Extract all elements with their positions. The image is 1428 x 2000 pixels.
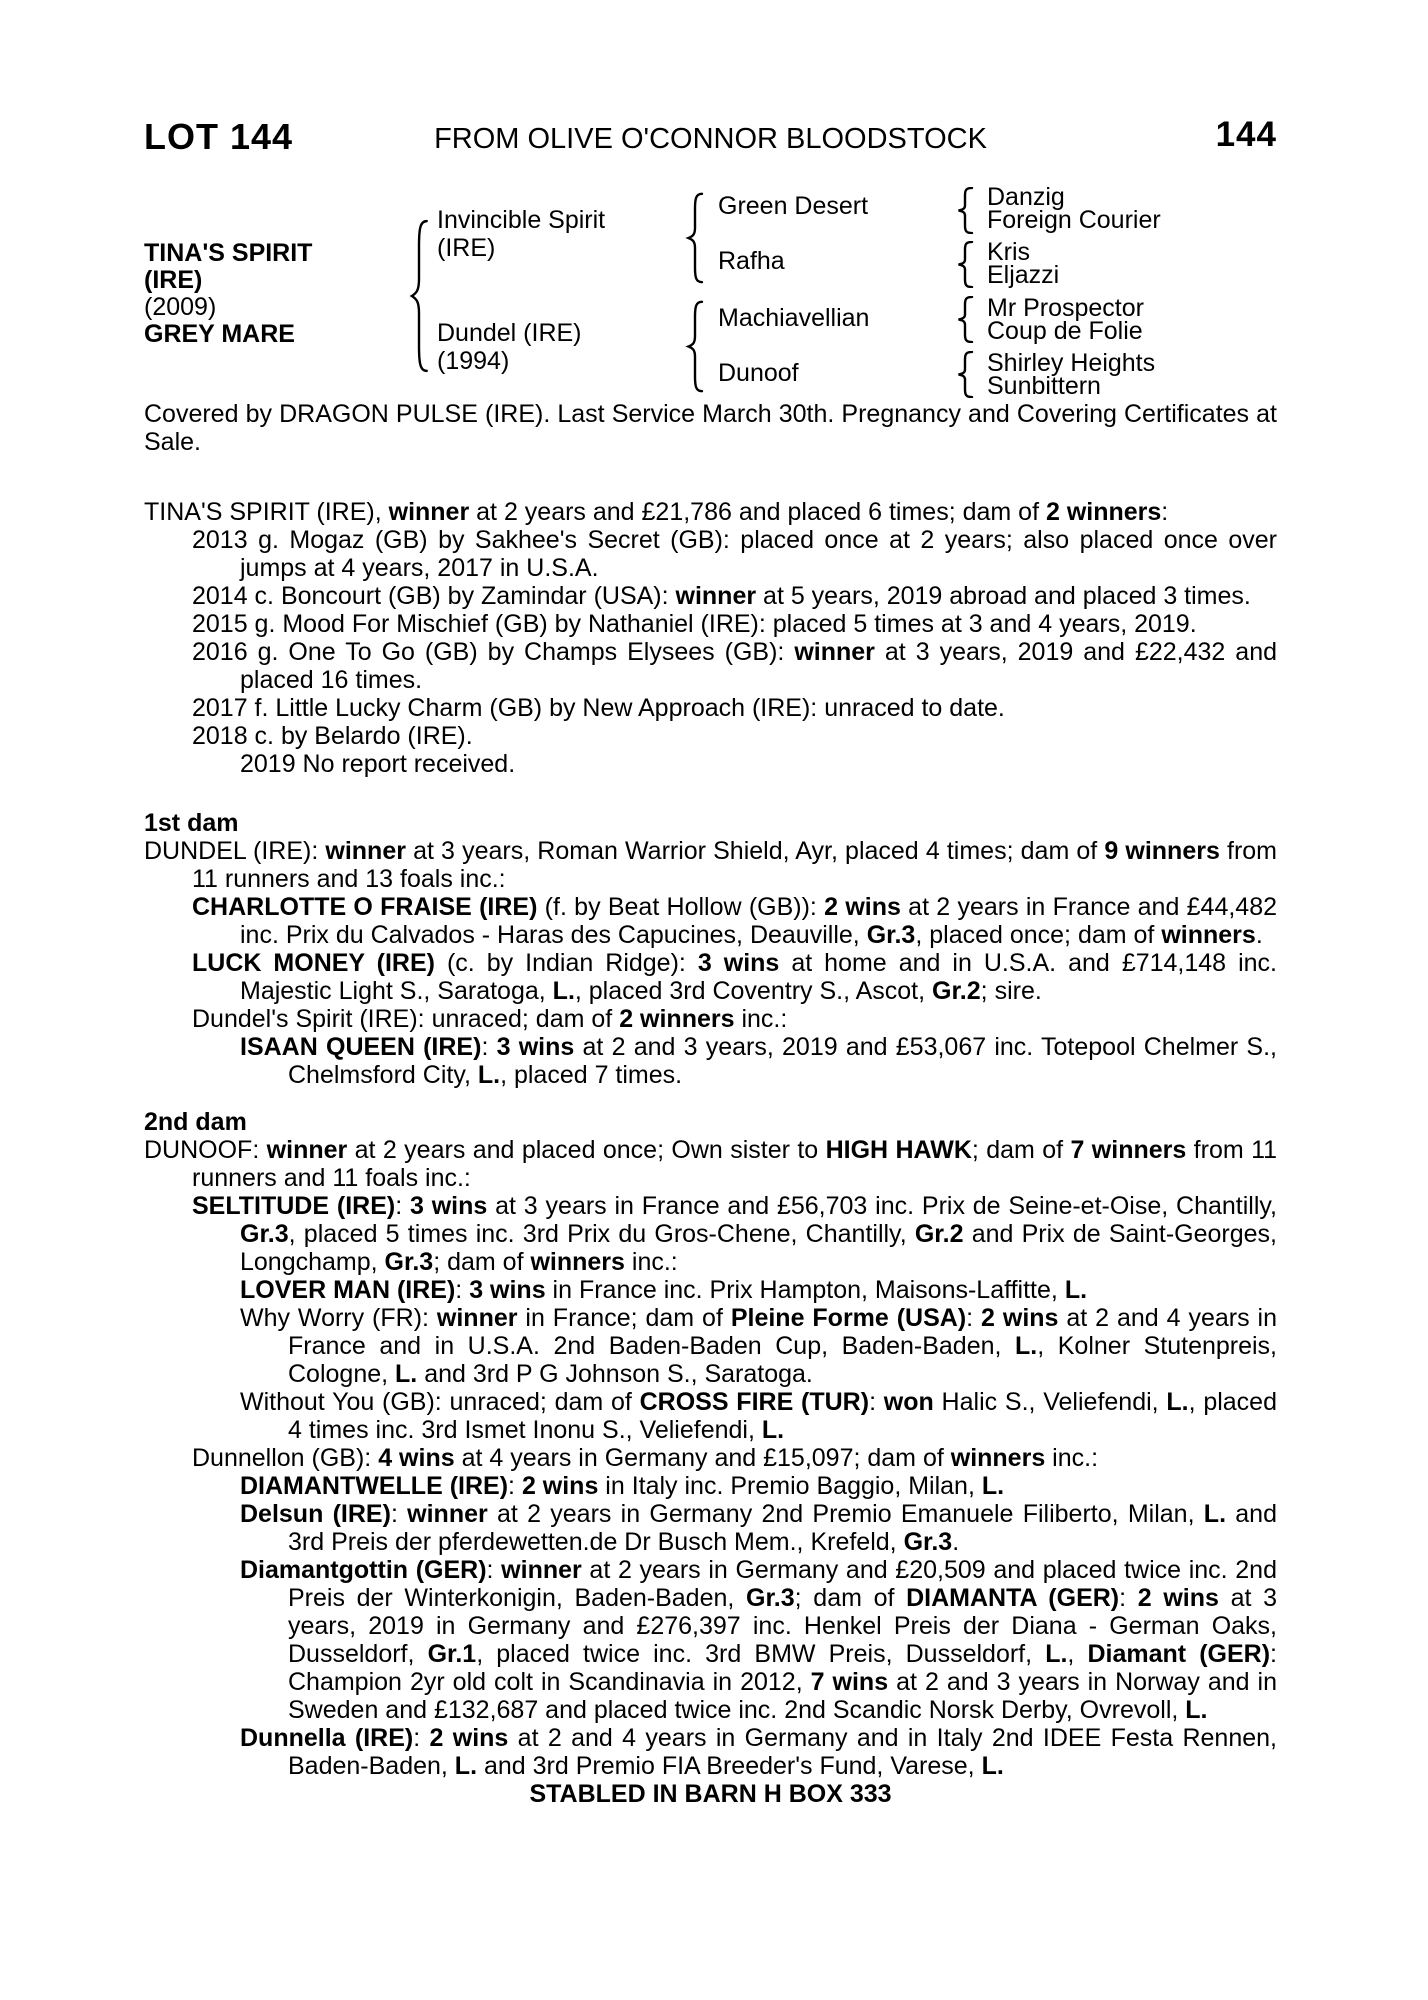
text-paragraph: 2013 g. Mogaz (GB) by Sakhee's Secret (GB): placed once at 2 years; also placed once over jumps at 4 years, 2017 in U.S.A. — [192, 526, 1277, 582]
text-paragraph: STABLED IN BARN H BOX 333 — [529, 1780, 892, 1808]
subject-description: GREY MARE — [144, 320, 295, 348]
section-produce — [144, 498, 1277, 778]
pedigree-brace-gg1 — [955, 187, 975, 234]
text-paragraph: 2019 No report received. — [240, 750, 516, 778]
text-paragraph: 2018 c. by Belardo (IRE). — [192, 722, 473, 750]
subject-suffix: (IRE) — [144, 266, 203, 294]
pedigree-brace-main — [408, 218, 430, 374]
section-covering — [144, 400, 1277, 456]
great-grandparent-6: Coup de Folie — [987, 317, 1143, 345]
text-paragraph: Dunnellon (GB): 4 wins at 4 years in Germany and £15,097; dam of winners inc.: — [192, 1444, 1099, 1472]
text-paragraph: ISAAN QUEEN (IRE): 3 wins at 2 and 3 years, 2019 and £53,067 inc. Totepool Chelmer S., Chelmsford City, L., placed 7 times. — [240, 1033, 1277, 1089]
text-paragraph: LOVER MAN (IRE): 3 wins in France inc. Prix Hampton, Maisons-Laffitte, L. — [240, 1276, 1088, 1304]
text-paragraph: 2014 c. Boncourt (GB) by Zamindar (USA): winner at 5 years, 2019 abroad and placed 3 times. — [192, 582, 1251, 610]
sire-suffix: (IRE) — [437, 234, 496, 262]
dam-year: (1994) — [437, 347, 510, 375]
great-grandparent-4: Eljazzi — [987, 261, 1060, 289]
text-paragraph: TINA'S SPIRIT (IRE), winner at 2 years and £21,786 and placed 6 times; dam of 2 winners: — [144, 498, 1169, 526]
great-grandparent-8: Sunbittern — [987, 372, 1101, 400]
text-paragraph: DUNOOF: winner at 2 years and placed once; Own sister to HIGH HAWK; dam of 7 winners from 11 runners and 11 foals inc.: — [144, 1136, 1278, 1192]
text-paragraph: DIAMANTWELLE (IRE): 2 wins in Italy inc. Premio Baggio, Milan, L. — [240, 1472, 1005, 1500]
text-paragraph: Why Worry (FR): winner in France; dam of Pleine Forme (USA): 2 wins at 2 and 4 years in France and in U.S.A. 2nd Baden-Baden Cup, Baden-Baden, L., Kolner Stutenpreis, Cologne, L. and 3rd P G Johnson S., Saratoga. — [240, 1304, 1278, 1388]
great-grandparent-2: Foreign Courier — [987, 206, 1161, 234]
page-number: 144 — [1215, 115, 1277, 154]
granddam-paternal: Rafha — [718, 247, 785, 275]
great-grandparent-3: Kris — [987, 238, 1031, 266]
pedigree-brace-gg2 — [955, 241, 975, 288]
sire-name: Invincible Spirit — [437, 206, 606, 234]
consignor-line: FROM OLIVE O'CONNOR BLOODSTOCK — [434, 123, 987, 155]
great-grandparent-5: Mr Prospector — [987, 294, 1144, 322]
section-heading: 1st dam — [144, 809, 239, 837]
granddam-maternal: Dunoof — [718, 359, 799, 387]
section-dam1 — [144, 809, 1277, 1089]
text-paragraph: DUNDEL (IRE): winner at 3 years, Roman Warrior Shield, Ayr, placed 4 times; dam of 9 winners from 11 runners and 13 foals inc.: — [144, 837, 1277, 893]
great-grandparent-1: Danzig — [987, 183, 1065, 211]
text-paragraph: Dundel's Spirit (IRE): unraced; dam of 2 winners inc.: — [192, 1005, 788, 1033]
grandsire-maternal: Machiavellian — [718, 304, 870, 332]
pedigree-brace-gg3 — [955, 296, 975, 343]
text-paragraph: Diamantgottin (GER): winner at 2 years in Germany and £20,509 and placed twice inc. 2nd Preis der Winterkonigin, Baden-Baden, Gr.3; dam of DIAMANTA (GER): 2 wins at 3 years, 2019 in Germany and £276,397 inc. Henkel Preis der Diana - German Oaks, Dusseldorf, Gr.1, placed twice inc. 3rd BMW Preis, Dusseldorf, L., Diamant (GER): Champion 2yr old colt in Scandinavia in 2012, 7 wins at 2 and 3 years in Norway and in Sweden and £132,687 and placed twice inc. 2nd Scandic Norsk Derby, Ovrevoll, L. — [240, 1556, 1277, 1724]
text-paragraph: 2015 g. Mood For Mischief (GB) by Nathaniel (IRE): placed 5 times at 3 and 4 years, 2019. — [192, 610, 1197, 638]
catalogue-text-body — [144, 400, 1277, 1808]
text-paragraph: Dunnella (IRE): 2 wins at 2 and 4 years in Germany and in Italy 2nd IDEE Festa Rennen, Baden-Baden, L. and 3rd Premio FIA Breeder's Fund, Varese, L. — [240, 1724, 1277, 1780]
text-paragraph: CHARLOTTE O FRAISE (IRE) (f. by Beat Hollow (GB)): 2 wins at 2 years in France and £44,482 inc. Prix du Calvados - Haras des Capucines, Deauville, Gr.3, placed once; dam of winners. — [192, 893, 1278, 949]
subject-name: TINA'S SPIRIT — [144, 239, 313, 267]
subject-year: (2009) — [144, 293, 217, 321]
dam-name: Dundel (IRE) — [437, 319, 582, 347]
text-paragraph: 2017 f. Little Lucky Charm (GB) by New Approach (IRE): unraced to date. — [192, 694, 1005, 722]
text-paragraph: 2016 g. One To Go (GB) by Champs Elysees (GB): winner at 3 years, 2019 and £22,432 and placed 16 times. — [192, 638, 1277, 694]
text-paragraph: SELTITUDE (IRE): 3 wins at 3 years in France and £56,703 inc. Prix de Seine-et-Oise, Chantilly, Gr.3, placed 5 times inc. 3rd Prix du Gros-Chene, Chantilly, Gr.2 and Prix de Saint-Georges, Longchamp, Gr.3; dam of winners inc.: — [192, 1192, 1277, 1276]
text-paragraph: Without You (GB): unraced; dam of CROSS FIRE (TUR): won Halic S., Veliefendi, L., placed 4 times inc. 3rd Ismet Inonu S., Veliefendi, L. — [240, 1388, 1277, 1444]
pedigree-brace-gg4 — [955, 351, 975, 398]
section-dam2 — [144, 1108, 1277, 1780]
pedigree-brace-sire — [685, 192, 705, 284]
grandsire-paternal: Green Desert — [718, 192, 869, 220]
lot-number: LOT 144 — [144, 116, 294, 157]
section-heading: 2nd dam — [144, 1108, 247, 1136]
text-paragraph: Covered by DRAGON PULSE (IRE). Last Service March 30th. Pregnancy and Covering Certificates at Sale. — [144, 400, 1277, 456]
text-paragraph: Delsun (IRE): winner at 2 years in Germany 2nd Premio Emanuele Filiberto, Milan, L. and 3rd Preis der pferdewetten.de Dr Busch Mem., Krefeld, Gr.3. — [240, 1500, 1277, 1556]
text-paragraph: LUCK MONEY (IRE) (c. by Indian Ridge): 3 wins at home and in U.S.A. and £714,148 inc. Majestic Light S., Saratoga, L., placed 3rd Coventry S., Ascot, Gr.2; sire. — [192, 949, 1277, 1005]
pedigree-brace-dam — [685, 300, 705, 393]
section-stabled — [144, 1780, 1277, 1808]
great-grandparent-7: Shirley Heights — [987, 349, 1156, 377]
